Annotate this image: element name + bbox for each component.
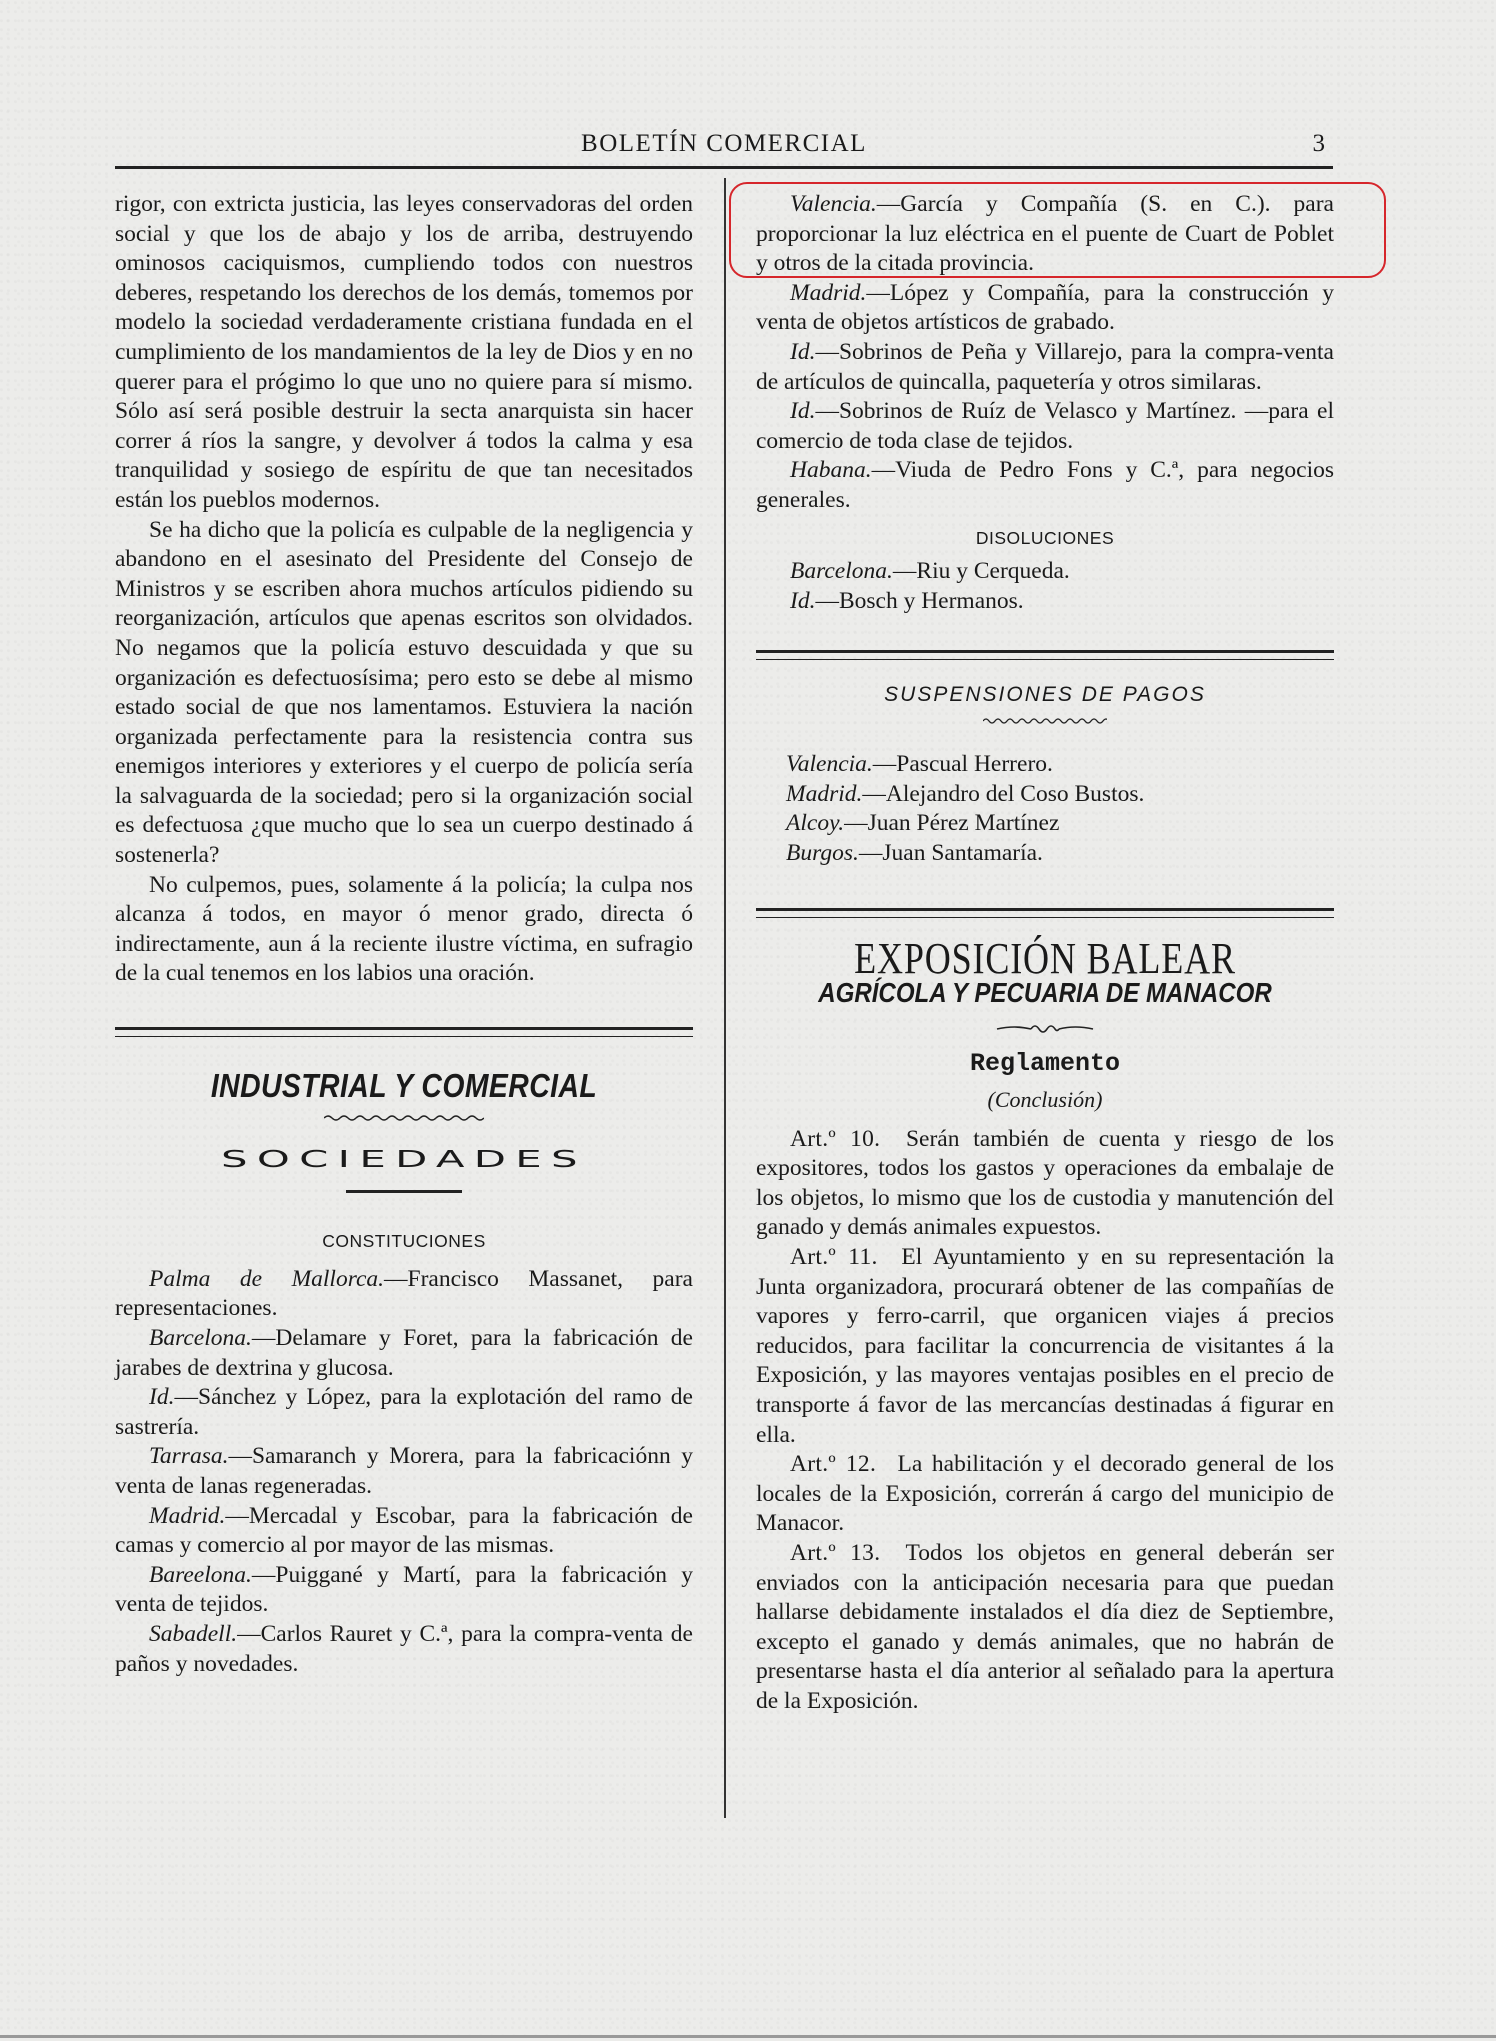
constituciones-heading: CONSTITUCIONES xyxy=(322,1231,486,1252)
list-entry xyxy=(786,839,1334,869)
entry-place: Tarrasa. xyxy=(149,1443,229,1470)
list-entry xyxy=(115,1442,693,1501)
article-text: Todos los objetos en general deberán ser enviados con la anticipación necesaria para que puedan hallarse debidamente instalados el día diez de Septiembre, excepto el ganado y demás animales, que no habrán de presentarse hasta el día anterior al señalado para la apertura de la Exposición. xyxy=(756,1539,1335,1714)
entry-text: —Sobrinos de Ruíz de Velasco y Martínez. —para el comercio de toda clase de tejidos. xyxy=(756,398,1334,454)
list-entry xyxy=(115,1383,693,1442)
wavy-ornament-icon xyxy=(324,1113,484,1123)
entry-text: —Sánchez y López, para la explotación del ramo de sastrería. xyxy=(115,1384,693,1440)
entry-text: —Francisco Massanet, para representaciones. xyxy=(115,1265,693,1322)
article-number: Art.º 11. xyxy=(790,1244,878,1271)
entry-text: —Sobrinos de Peña y Villarejo, para la compra-venta de artículos de quincalla, paquetería y otros similaras. xyxy=(756,338,1334,395)
article-text: Serán también de cuenta y riesgo de los expositores, todos los gastos y operaciones da embalaje de los objetos, lo mismo que los de custodia y manutención del ganado y demás animales expuestos. xyxy=(756,1125,1335,1241)
entry-place: Valencia. xyxy=(790,191,877,217)
entry-text: —Juan Pérez Martínez xyxy=(844,810,1060,837)
entry-text: —Bosch y Hermanos. xyxy=(815,587,1024,614)
wavy-ornament-icon xyxy=(983,716,1107,726)
entry-place: Id. xyxy=(790,587,816,614)
list-entry xyxy=(756,456,1334,515)
article-number: Art.º 10. xyxy=(790,1125,881,1152)
exposition-subtitle: AGRÍCOLA Y PECUARIA DE MANACOR xyxy=(818,976,1272,1008)
header-rule xyxy=(115,166,1333,169)
entry-text: —Riu y Cerqueda. xyxy=(892,558,1070,585)
constituciones-list xyxy=(115,1265,693,1679)
suspensiones-heading: SUSPENSIONES DE PAGOS xyxy=(884,683,1206,707)
entry-place: Id. xyxy=(790,398,816,425)
list-entry xyxy=(756,397,1334,456)
entry-text: —Pascual Herrero. xyxy=(872,750,1053,777)
disoluciones-heading: DISOLUCIONES xyxy=(975,527,1115,548)
disoluciones-list xyxy=(756,557,1334,616)
section-title: INDUSTRIAL Y COMERCIAL xyxy=(210,1067,598,1105)
section-divider xyxy=(756,650,1334,660)
entry-text: —Samaranch y Morera, para la fabricaciónn y venta de lanas regeneradas. xyxy=(115,1443,693,1499)
regulation-article xyxy=(756,1450,1334,1539)
list-entry xyxy=(756,587,1334,617)
conclusion-label: (Conclusión) xyxy=(987,1087,1103,1113)
column-divider xyxy=(724,178,726,1818)
entry-text: —Mercadal y Escobar, para la fabricación de camas y comercio al por mayor de las mismas. xyxy=(115,1502,693,1559)
entry-place: Barcelona. xyxy=(149,1325,252,1351)
entry-place: Valencia. xyxy=(786,750,873,777)
article-paragraph: No culpemos, pues, solamente á la policía; la culpa nos alcanza á todos, en mayor ó menor grado, directa ó indirectamente, aun á la reciente ilustre víctima, en sufragio de la cual tenemos en los labios una oración. xyxy=(115,871,693,987)
list-entry xyxy=(786,809,1334,839)
list-entry xyxy=(756,279,1334,338)
reglamento-heading: Reglamento xyxy=(969,1049,1121,1079)
entry-place: Sabadell. xyxy=(149,1620,238,1647)
regulation-article xyxy=(756,1243,1334,1450)
regulation-article xyxy=(756,1539,1334,1717)
entry-place: Bareelona. xyxy=(149,1561,252,1588)
entry-place: Burgos. xyxy=(786,839,859,866)
left-column xyxy=(115,190,693,1679)
entry-text: —Carlos Rauret y C.ª, para la compra-venta de paños y novedades. xyxy=(115,1620,693,1677)
entry-place: Barcelona. xyxy=(790,558,893,585)
running-title: BOLETÍN COMERCIAL xyxy=(581,130,867,157)
page-bottom-edge xyxy=(0,2035,1496,2038)
list-entry xyxy=(756,557,1334,587)
list-entry xyxy=(115,1324,693,1383)
section-divider xyxy=(115,1027,693,1037)
entry-text: —López y Compañía, para la construcción y venta de objetos artísticos de grabado. xyxy=(756,279,1334,336)
article-number: Art.º 12. xyxy=(790,1451,877,1478)
highlighted-entry xyxy=(756,190,1334,279)
entry-text: —Juan Santamaría. xyxy=(858,839,1043,866)
list-entry xyxy=(786,780,1334,810)
page-number: 3 xyxy=(1312,130,1325,157)
list-entry xyxy=(115,1265,693,1324)
entry-place: Habana. xyxy=(790,457,872,484)
article-paragraph: rigor, con extricta justicia, las leyes conservadoras del orden social y que los de abajo y los de arriba, destruyendo ominosos caciquismos, cumpliendo todos con nuestros deberes, respetando los derechos de los demás, tomemos por modelo la sociedad verdaderamente cristiana fundada en el cumplimiento de los mandamientos de la ley de Dios y en no querer para el prógimo lo que uno no quiere para sí mismo. Sólo así será posible destruir la secta anarquista sin hacer correr á ríos la sangre, y devolver á todos la calma y esa tranquilidad y sosiego de espíritu de que tan necesitados están los pueblos modernos. xyxy=(115,191,693,513)
article-text: La habilitación y el decorado general de los locales de la Exposición, correrán á cargo del municipio de Manacor. xyxy=(756,1451,1335,1537)
entry-place: Id. xyxy=(149,1384,175,1411)
list-entry xyxy=(786,750,1334,780)
suspensiones-list xyxy=(756,750,1334,868)
article-number: Art.º 13. xyxy=(790,1539,881,1566)
list-entry xyxy=(756,338,1334,397)
list-entry xyxy=(115,1561,693,1620)
entry-place: Madrid. xyxy=(786,780,863,807)
subsection-title: SOCIEDADES xyxy=(221,1145,587,1173)
right-column xyxy=(756,190,1334,1717)
entry-place: Alcoy. xyxy=(786,810,845,837)
list-entry xyxy=(115,1620,693,1679)
regulation-article xyxy=(756,1125,1334,1243)
articles-list xyxy=(756,1125,1334,1717)
constituciones-continued-list xyxy=(756,190,1334,516)
article-text: El Ayuntamiento y en su representación la Junta organizadora, procurará obtener de las compañías de vapores y ferro-carril, que organicen viajes á precios reducidos, para facilitar la concurrencia de visitantes á la Exposición, y las mayores ventajas posibles en el precio de transporte á favor de las mercancías destinadas á figurar en ella. xyxy=(756,1244,1334,1448)
entry-text: —García y Compañía (S. en C.). para proporcionar la luz eléctrica en el puente de Cuart de Poblet y otros de la citada provincia. xyxy=(756,191,1334,277)
page-header xyxy=(115,130,1333,166)
section-divider xyxy=(756,908,1334,918)
entry-text: —Alejandro del Coso Bustos. xyxy=(862,780,1145,807)
entry-place: Madrid. xyxy=(790,279,867,306)
entry-place: Madrid. xyxy=(149,1502,226,1529)
article-paragraph: Se ha dicho que la policía es culpable de la negligencia y abandono en el asesinato del Presidente del Consejo de Ministros y se escriben ahora muchos artículos pidiendo su reorganización, artículos que apenas escritos son olvidados. No negamos que la policía estuvo descuidada y que su organización es defectuosísima; pero esto se debe al mismo estado social de que nos lamentamos. Estuviera la nación organizada perfectamente para la resistencia contra sus enemigos interiores y exteriores y el cuerpo de policía sería la salvaguarda de la sociedad; pero si la organización social es defectuosa ¿que mucho que lo sea un cuerpo destinado á sostenerla? xyxy=(115,516,693,869)
fleuron-ornament-icon xyxy=(995,1021,1095,1035)
entry-text: —Puiggané y Martí, para la fabricación y venta de tejidos. xyxy=(115,1561,693,1618)
list-entry xyxy=(115,1502,693,1561)
entry-place: Id. xyxy=(790,338,816,365)
entry-text: —Delamare y Foret, para la fabricación de jarabes de dextrina y glucosa. xyxy=(115,1325,693,1381)
exposition-title: EXPOSICIÓN BALEAR xyxy=(854,934,1236,984)
entry-text: —Viuda de Pedro Fons y C.ª, para negocios generales. xyxy=(756,457,1334,513)
entry-place: Palma de Mallorca. xyxy=(149,1265,385,1292)
